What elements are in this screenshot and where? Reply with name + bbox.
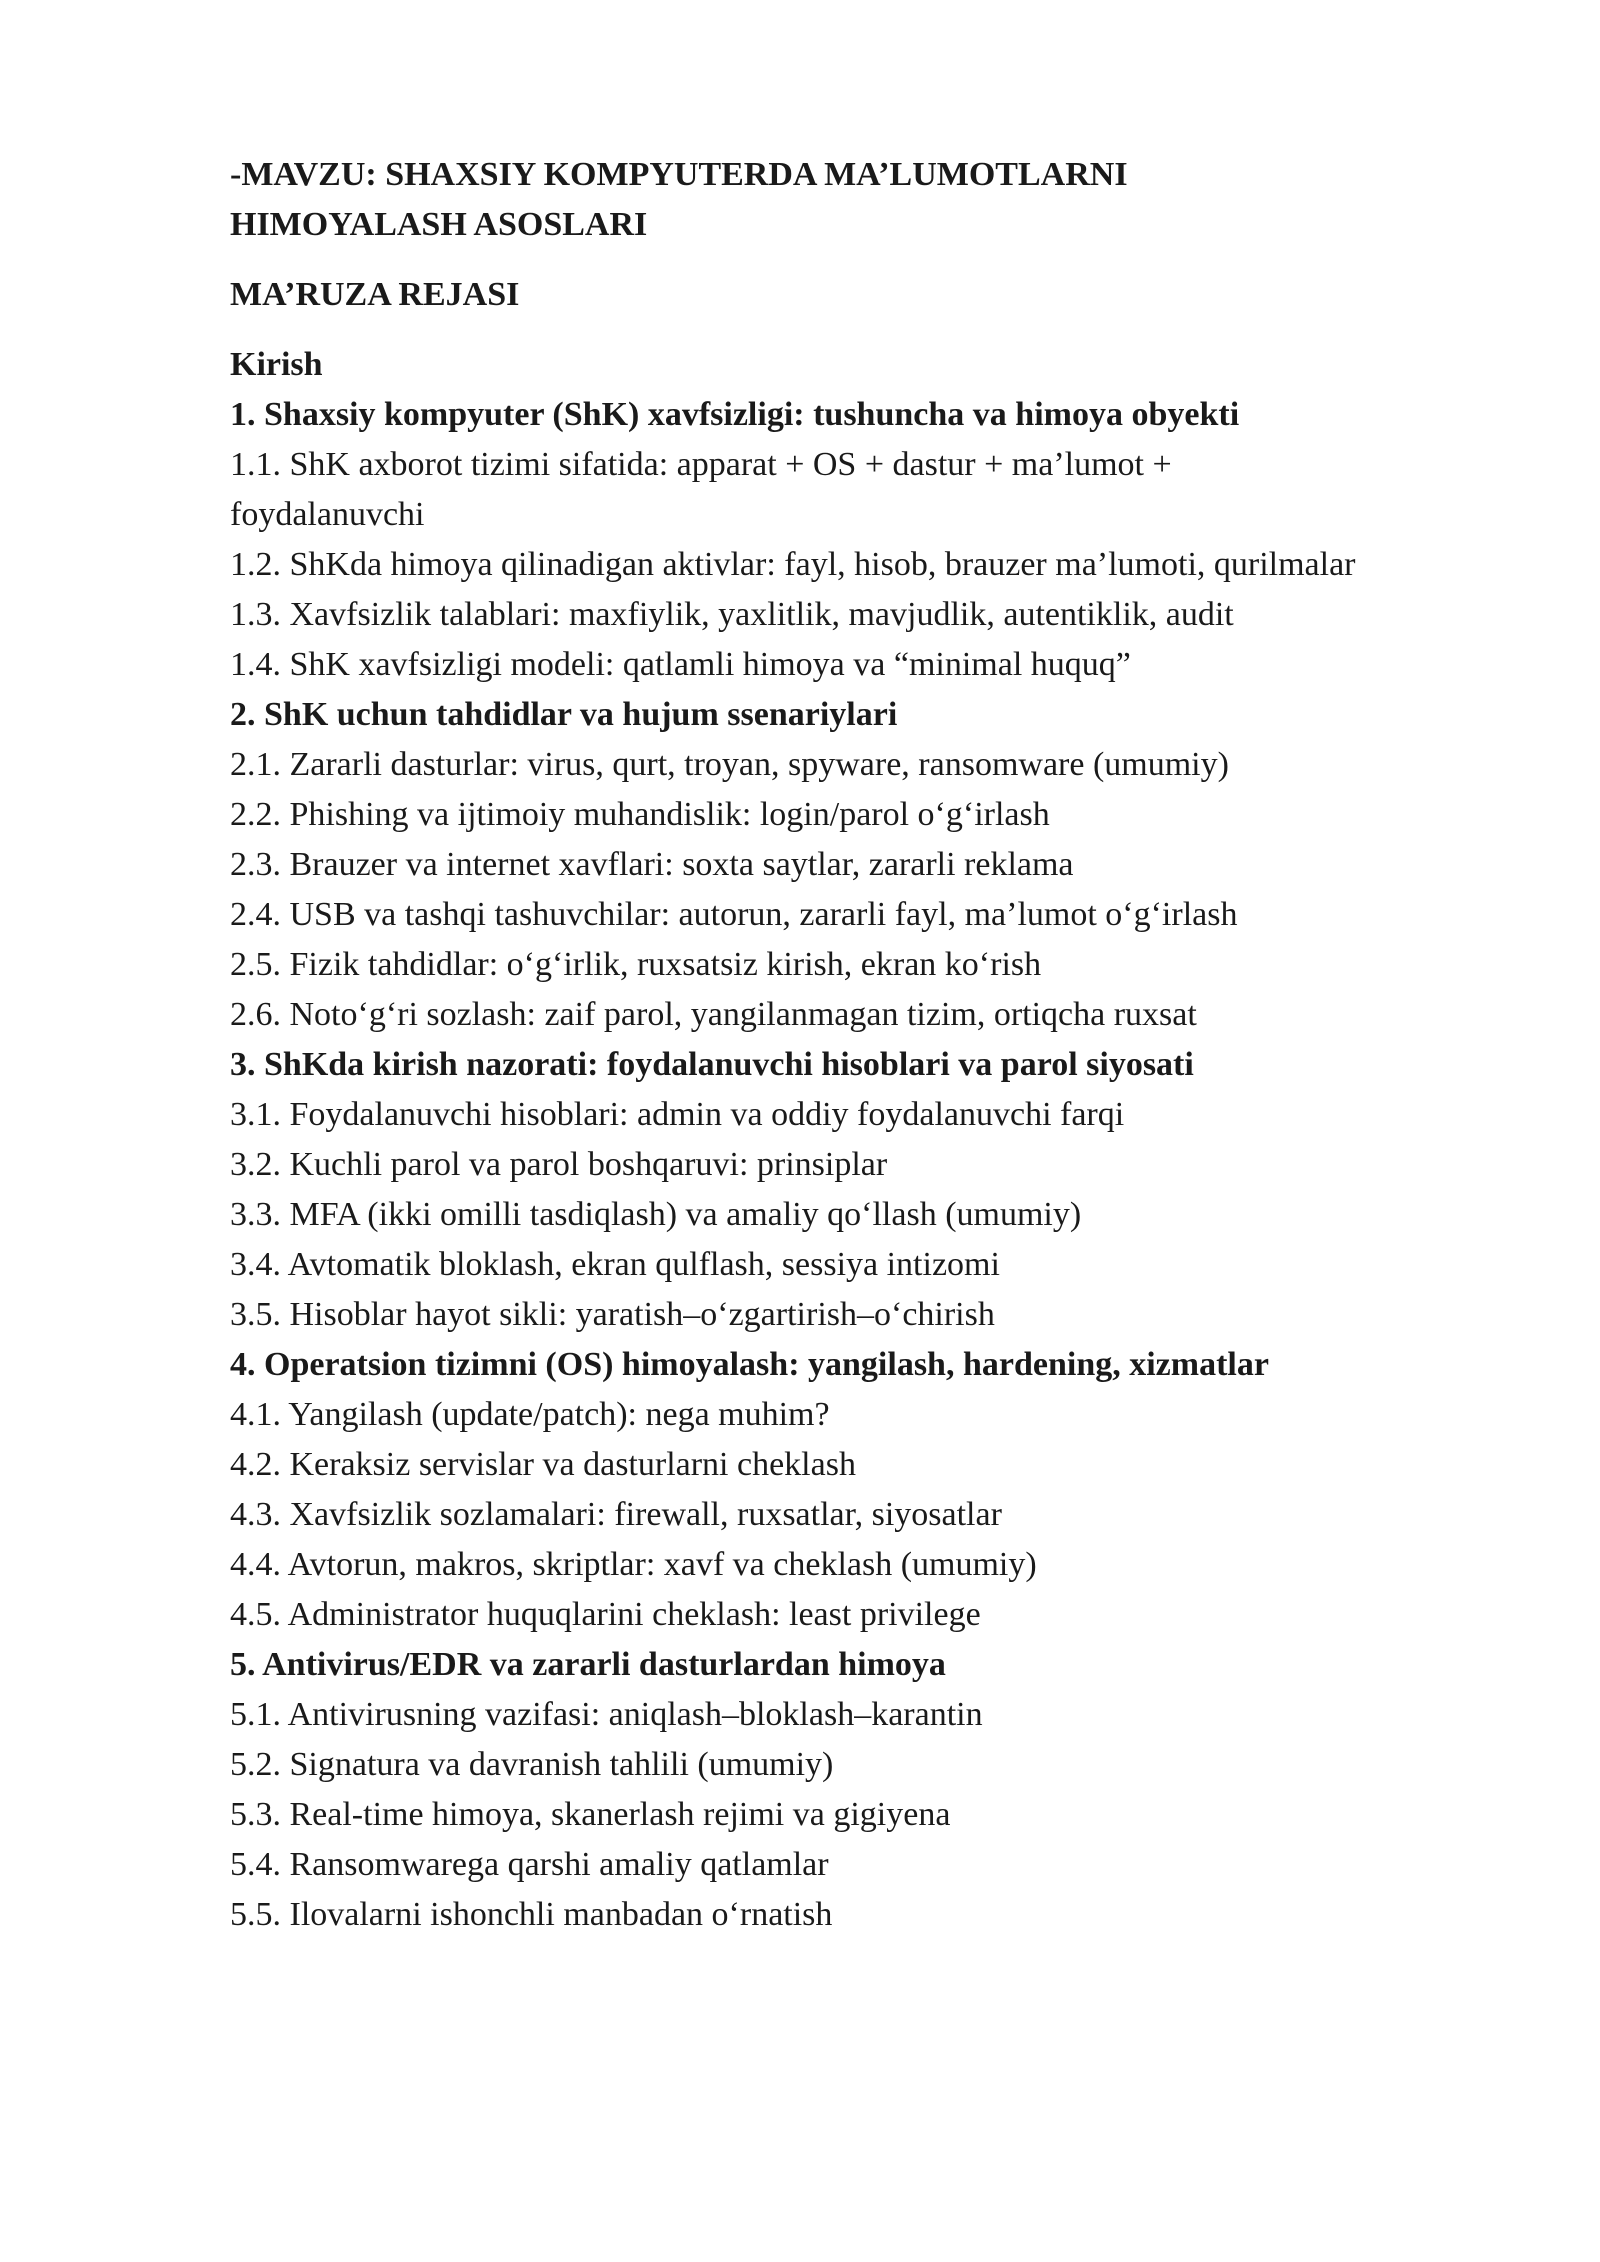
section-5 [230,1640,1530,1940]
list-item: 3.5. Hisoblar hayot sikli: yaratish–o‘zgartirish–o‘chirish [230,1296,995,1333]
list-item: 1.1. ShK axborot tizimi sifatida: apparat + OS + dastur + ma’lumot + foydalanuvchi [230,446,1172,533]
list-item: 5.4. Ransomwarega qarshi amaliy qatlamlar [230,1846,829,1883]
list-item: 3.4. Avtomatik bloklash, ekran qulflash, sessiya intizomi [230,1246,1000,1283]
list-item: 3.2. Kuchli parol va parol boshqaruvi: prinsiplar [230,1146,888,1183]
list-item: 2.1. Zararli dasturlar: virus, qurt, troyan, spyware, ransomware (umumiy) [230,746,1229,783]
list-item: 2.4. USB va tashqi tashuvchilar: autorun, zararli fayl, ma’lumot o‘g‘irlash [230,896,1238,933]
section-1 [230,390,1530,690]
list-item: 1.3. Xavfsizlik talablari: maxfiylik, yaxlitlik, mavjudlik, autentiklik, audit [230,596,1234,633]
list-item: 5.5. Ilovalarni ishonchli manbadan o‘rnatish [230,1896,833,1933]
list-item: 4.5. Administrator huquqlarini cheklash: least privilege [230,1596,981,1633]
list-item: 5.2. Signatura va davranish tahlili (umumiy) [230,1746,834,1783]
section-heading: 4. Operatsion tizimni (OS) himoyalash: yangilash, hardening, xizmatlar [230,1346,1269,1383]
section-heading: 5. Antivirus/EDR va zararli dasturlardan himoya [230,1646,946,1683]
section-2 [230,690,1530,1040]
section-heading: 3. ShKda kirish nazorati: foydalanuvchi hisoblari va parol siyosati [230,1046,1194,1083]
section-3 [230,1040,1530,1340]
list-item: 4.1. Yangilash (update/patch): nega muhim? [230,1396,830,1433]
list-item: 5.1. Antivirusning vazifasi: aniqlash–bloklash–karantin [230,1696,983,1733]
intro-heading: Kirish [230,346,323,383]
list-item: 2.5. Fizik tahdidlar: o‘g‘irlik, ruxsatsiz kirish, ekran ko‘rish [230,946,1042,983]
section-4 [230,1340,1530,1640]
list-item: 4.3. Xavfsizlik sozlamalari: firewall, ruxsatlar, siyosatlar [230,1496,1002,1533]
list-item: 1.2. ShKda himoya qilinadigan aktivlar: fayl, hisob, brauzer ma’lumoti, qurilmalar [230,546,1356,583]
list-item: 4.2. Keraksiz servislar va dasturlarni cheklash [230,1446,856,1483]
list-item: 2.3. Brauzer va internet xavflari: soxta saytlar, zararli reklama [230,846,1074,883]
section-heading: 2. ShK uchun tahdidlar va hujum ssenariylari [230,696,898,733]
list-item: 4.4. Avtorun, makros, skriptlar: xavf va cheklash (umumiy) [230,1546,1037,1583]
list-item: 2.2. Phishing va ijtimoiy muhandislik: login/parol o‘g‘irlash [230,796,1050,833]
list-item: 3.3. MFA (ikki omilli tasdiqlash) va amaliy qo‘llash (umumiy) [230,1196,1082,1233]
document-title: -MAVZU: SHAXSIY KOMPYUTERDA MA’LUMOTLARNI HIMOYALASH ASOSLARI [230,156,1128,243]
list-item: 1.4. ShK xavfsizligi modeli: qatlamli himoya va “minimal huquq” [230,646,1131,683]
list-item: 2.6. Noto‘g‘ri sozlash: zaif parol, yangilanmagan tizim, ortiqcha ruxsat [230,996,1197,1033]
list-item: 5.3. Real-time himoya, skanerlash rejimi va gigiyena [230,1796,951,1833]
plan-heading: MA’RUZA REJASI [230,276,520,313]
document-page [230,150,1530,1940]
list-item: 3.1. Foydalanuvchi hisoblari: admin va oddiy foydalanuvchi farqi [230,1096,1125,1133]
section-heading: 1. Shaxsiy kompyuter (ShK) xavfsizligi: tushuncha va himoya obyekti [230,396,1240,433]
